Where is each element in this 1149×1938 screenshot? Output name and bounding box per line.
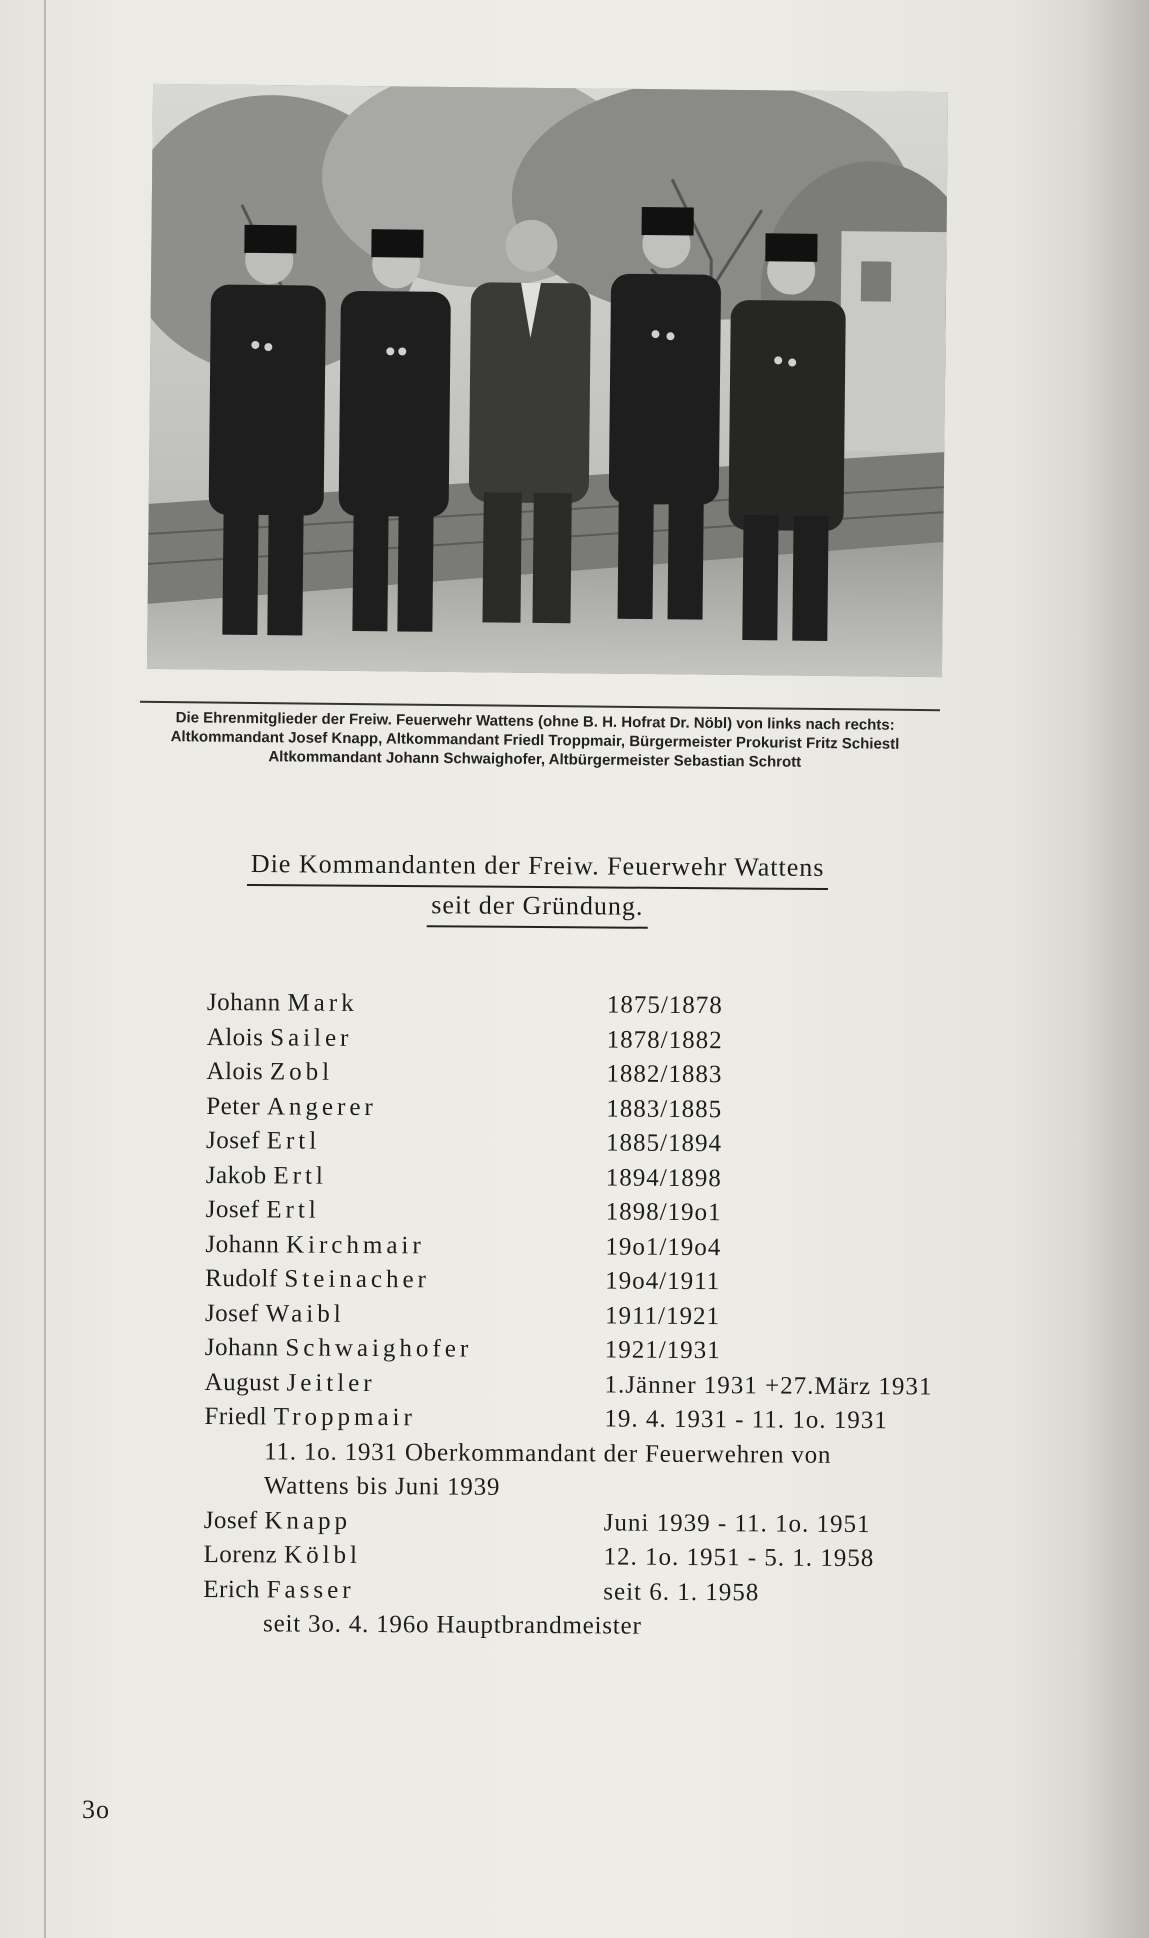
first-name: Erich bbox=[203, 1575, 261, 1603]
first-name: Josef bbox=[205, 1126, 261, 1155]
troppmair-note-line-2: Wattens bis Juni 1939 bbox=[263, 1472, 501, 1501]
term-period: 1898/19o1 bbox=[605, 1198, 722, 1227]
term-period: 1883/1885 bbox=[606, 1094, 723, 1123]
term-period: Juni 1939 - 11. 1o. 1951 bbox=[603, 1508, 871, 1538]
group-photo bbox=[147, 84, 948, 677]
last-name: Steinacher bbox=[284, 1265, 431, 1294]
list-item bbox=[206, 1124, 1086, 1164]
term-period: 1878/1882 bbox=[606, 1025, 723, 1054]
caption-line-3: Altkommandant Johann Schwaighofer, Altbürgermeister Sebastian Schrott bbox=[268, 748, 802, 771]
caption-line-1: Die Ehrenmitglieder der Freiw. Feuerwehr Wattens (ohne B. H. Hofrat Dr. Nöbl) von links nach rechts: bbox=[175, 709, 895, 734]
first-name: Jakob bbox=[205, 1161, 267, 1189]
list-item bbox=[205, 1331, 1085, 1371]
last-name: Ertl bbox=[273, 1161, 328, 1190]
term-period: 1875/1878 bbox=[606, 991, 723, 1020]
list-item bbox=[206, 1055, 1086, 1095]
list-item bbox=[206, 1193, 1086, 1233]
last-name: Jeitler bbox=[286, 1368, 376, 1397]
list-item bbox=[203, 1538, 1083, 1578]
last-name: Mark bbox=[287, 989, 358, 1017]
term-period: 19. 4. 1931 - 11. 1o. 1931 bbox=[604, 1405, 888, 1435]
list-item bbox=[204, 1503, 1084, 1543]
first-name: Rudolf bbox=[205, 1264, 278, 1293]
term-period: 19o1/19o4 bbox=[605, 1232, 722, 1261]
term-period: 1885/1894 bbox=[605, 1129, 723, 1158]
first-name: August bbox=[204, 1368, 280, 1396]
last-name: Waibl bbox=[265, 1299, 345, 1328]
page-edge-shadow bbox=[1079, 0, 1149, 1938]
term-period: 1882/1883 bbox=[606, 1060, 723, 1089]
first-name: Johann bbox=[206, 988, 281, 1017]
page-number: 3o bbox=[82, 1795, 110, 1824]
list-item bbox=[207, 986, 1087, 1026]
list-item bbox=[204, 1400, 1084, 1440]
list-item bbox=[205, 1296, 1085, 1336]
term-period: 1.Jänner 1931 +27.März 1931 bbox=[604, 1370, 933, 1400]
first-name: Josef bbox=[204, 1299, 259, 1327]
troppmair-note-line-1: 11. 1o. 1931 Oberkommandant der Feuerwehren von bbox=[264, 1437, 832, 1469]
last-name: Troppmair bbox=[273, 1403, 416, 1432]
list-item bbox=[205, 1227, 1085, 1267]
caption-line-2: Altkommandant Josef Knapp, Altkommandant Friedl Troppmair, Bürgermeister Prokurist Fritz Schiestl bbox=[170, 728, 900, 753]
list-item bbox=[205, 1262, 1085, 1302]
first-name: Josef bbox=[203, 1506, 258, 1534]
list-item bbox=[206, 1089, 1086, 1129]
first-name: Friedl bbox=[204, 1402, 268, 1431]
first-name: Johann bbox=[205, 1230, 280, 1258]
last-name: Angerer bbox=[266, 1092, 377, 1121]
last-name: Fasser bbox=[266, 1575, 355, 1604]
last-name: Ertl bbox=[266, 1127, 321, 1155]
first-name: Peter bbox=[206, 1092, 261, 1120]
last-name: Knapp bbox=[264, 1506, 352, 1535]
first-name: Lorenz bbox=[203, 1540, 278, 1569]
heading-line-1: Die Kommandanten der Freiw. Feuerwehr Wattens bbox=[247, 846, 829, 890]
commanders-list bbox=[203, 986, 1087, 1647]
page-gutter-line bbox=[44, 0, 46, 1938]
first-name: Alois bbox=[206, 1057, 264, 1086]
first-name: Josef bbox=[205, 1195, 260, 1224]
term-period: 1911/1921 bbox=[604, 1301, 721, 1330]
list-item bbox=[206, 1158, 1086, 1198]
fasser-note: seit 3o. 4. 196o Hauptbrandmeister bbox=[263, 1610, 642, 1640]
first-name: Alois bbox=[206, 1023, 264, 1051]
term-period: 1894/1898 bbox=[605, 1163, 722, 1192]
last-name: Schwaighofer bbox=[285, 1334, 473, 1363]
last-name: Sailer bbox=[270, 1023, 353, 1052]
last-name: Kirchmair bbox=[285, 1230, 425, 1259]
photo-caption bbox=[60, 707, 1011, 774]
heading-line-2: seit der Gründung. bbox=[427, 887, 648, 929]
list-item bbox=[204, 1365, 1084, 1405]
term-period: seit 6. 1. 1958 bbox=[603, 1577, 760, 1606]
last-name: Kölbl bbox=[283, 1541, 362, 1569]
section-heading bbox=[140, 845, 936, 931]
last-name: Zobl bbox=[269, 1058, 334, 1086]
term-period: 1921/1931 bbox=[604, 1336, 721, 1365]
list-item bbox=[207, 1020, 1087, 1060]
first-name: Johann bbox=[204, 1333, 279, 1362]
group-photo-image bbox=[147, 84, 948, 677]
last-name: Ertl bbox=[266, 1196, 320, 1224]
list-item bbox=[203, 1572, 1083, 1612]
term-period: 19o4/1911 bbox=[605, 1267, 721, 1296]
term-period: 12. 1o. 1951 - 5. 1. 1958 bbox=[603, 1543, 875, 1573]
